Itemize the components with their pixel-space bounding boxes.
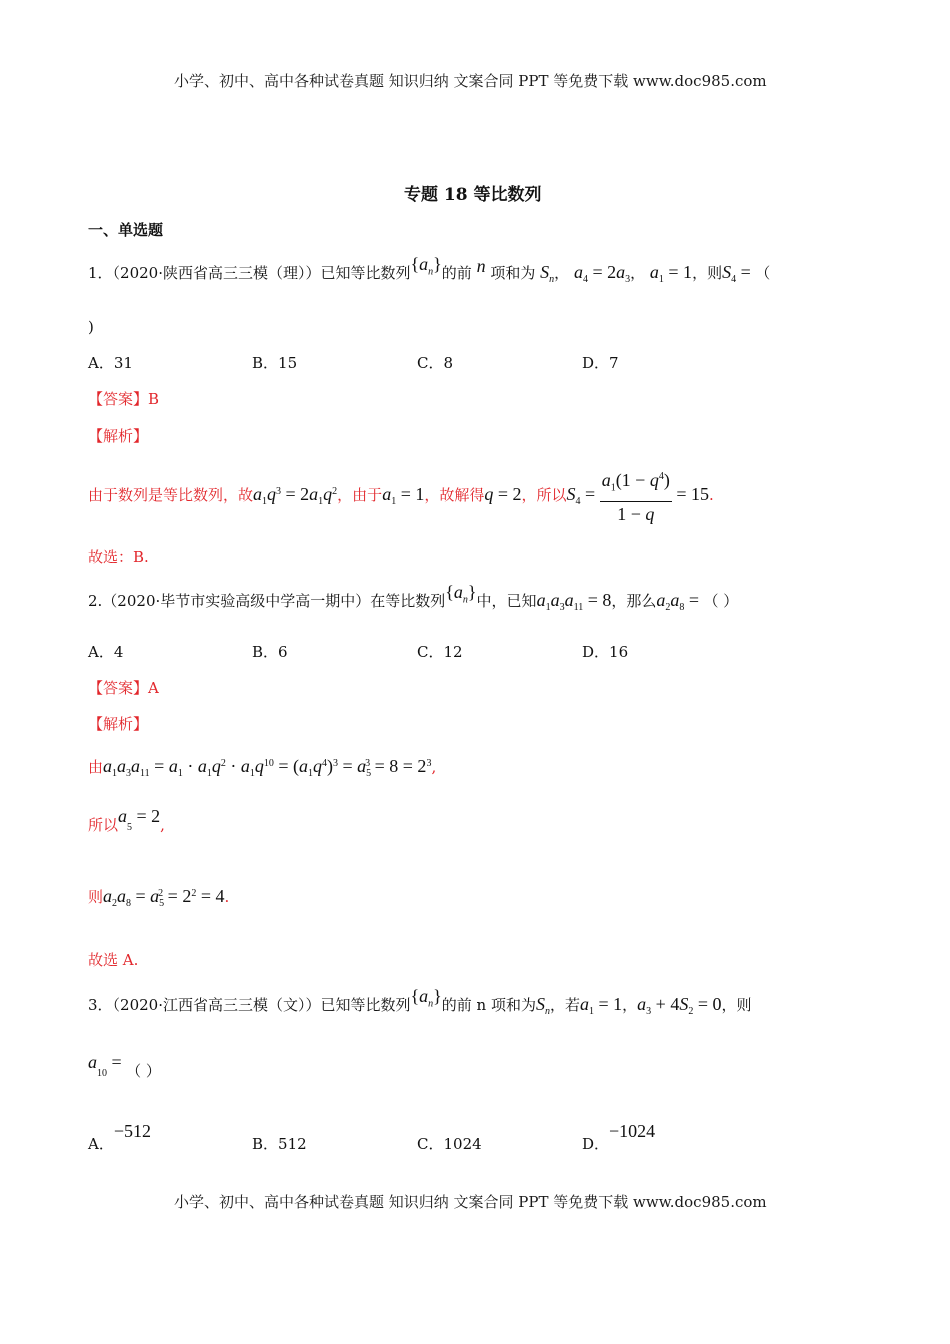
q3-option-b: B．512 — [252, 1135, 307, 1153]
q2-solution-line-2: 所以$a_5 = 2$, — [88, 806, 165, 834]
q2-conclusion: 故选 A. — [88, 951, 139, 969]
question-1-paren-close: ) — [88, 318, 94, 336]
q2-answer: 【答案】A — [88, 679, 159, 697]
question-3-stem-cont: $a_{10}$ = （ ） — [88, 1052, 161, 1080]
q1-analysis-label: 【解析】 — [88, 427, 149, 445]
q2-analysis-label: 【解析】 — [88, 715, 149, 733]
question-2-stem: 2.（2020·毕节市实验高级中学高一期中）在等比数列$\{a_n\}$中，已知$a_1a_3a_{11} = 8$，那么$a_2a_8$ = （ ） — [88, 582, 739, 613]
page-header: 小学、初中、高中各种试卷真题 知识归纳 文案合同 PPT 等免费下载 www.doc985.com — [174, 72, 767, 90]
page-title: 专题 18 等比数列 — [404, 185, 542, 205]
question-3-stem: 3．（2020·江西省高三三模（文））已知等比数列$\{a_n\}$的前 n 项和为$S_n$，若$a_1 = 1$，$a_3 + 4S_2 = 0$，则 — [88, 986, 752, 1017]
q1-option-a: A．31 — [88, 354, 133, 372]
math-seq-an: $\{a_n\}$ — [410, 254, 442, 278]
q3-option-c: C．1024 — [417, 1135, 482, 1153]
q3-option-a: A．−512 — [88, 1121, 151, 1153]
q1-option-c: C．8 — [417, 354, 454, 372]
q2-option-c: C．12 — [417, 643, 463, 661]
q2-solution-line-1: 由$a_1a_3a_{11} = a_1 \cdot a_1q^2 \cdot a_1q^{10} = (a_1q^4)^3 = a_5^3 = 8 = 2^3$, — [88, 756, 437, 779]
q1-answer: 【答案】B — [88, 390, 160, 408]
q2-option-a: A．4 — [88, 643, 124, 661]
q3-option-d: D．−1024 — [582, 1121, 656, 1153]
q2-solution-line-3: 则$a_2a_8 = a_5^2 = 2^2 = 4$. — [88, 886, 230, 909]
q1-conclusion: 故选：B. — [88, 548, 149, 566]
section-heading: 一、单选题 — [88, 221, 164, 239]
q1-option-d: D．7 — [582, 354, 619, 372]
q1-solution-line: 由于数列是等比数列，故$a_1q^3 = 2a_1q^2$，由于$a_1 = 1$，故解得q = 2，所以$S_4$ = $\frac{a_1(1 - q^4)}{1 - q}$ = 15. — [88, 462, 714, 522]
q2-option-d: D．16 — [582, 643, 629, 661]
q2-option-b: B．6 — [252, 643, 288, 661]
page-footer: 小学、初中、高中各种试卷真题 知识归纳 文案合同 PPT 等免费下载 www.doc985.com — [174, 1193, 767, 1211]
q1-option-b: B．15 — [252, 354, 298, 372]
fraction-s4: $\frac{a_1(1 - q^4)}{1 - q}$ — [600, 465, 672, 527]
question-1-stem: 1．（2020·陕西省高三三模（理））已知等比数列$\{a_n\}$的前 n 项和为 $S_n$， $a_4 = 2a_3$， $a_1 = 1$，则$S_4$ = （ — [88, 254, 771, 285]
